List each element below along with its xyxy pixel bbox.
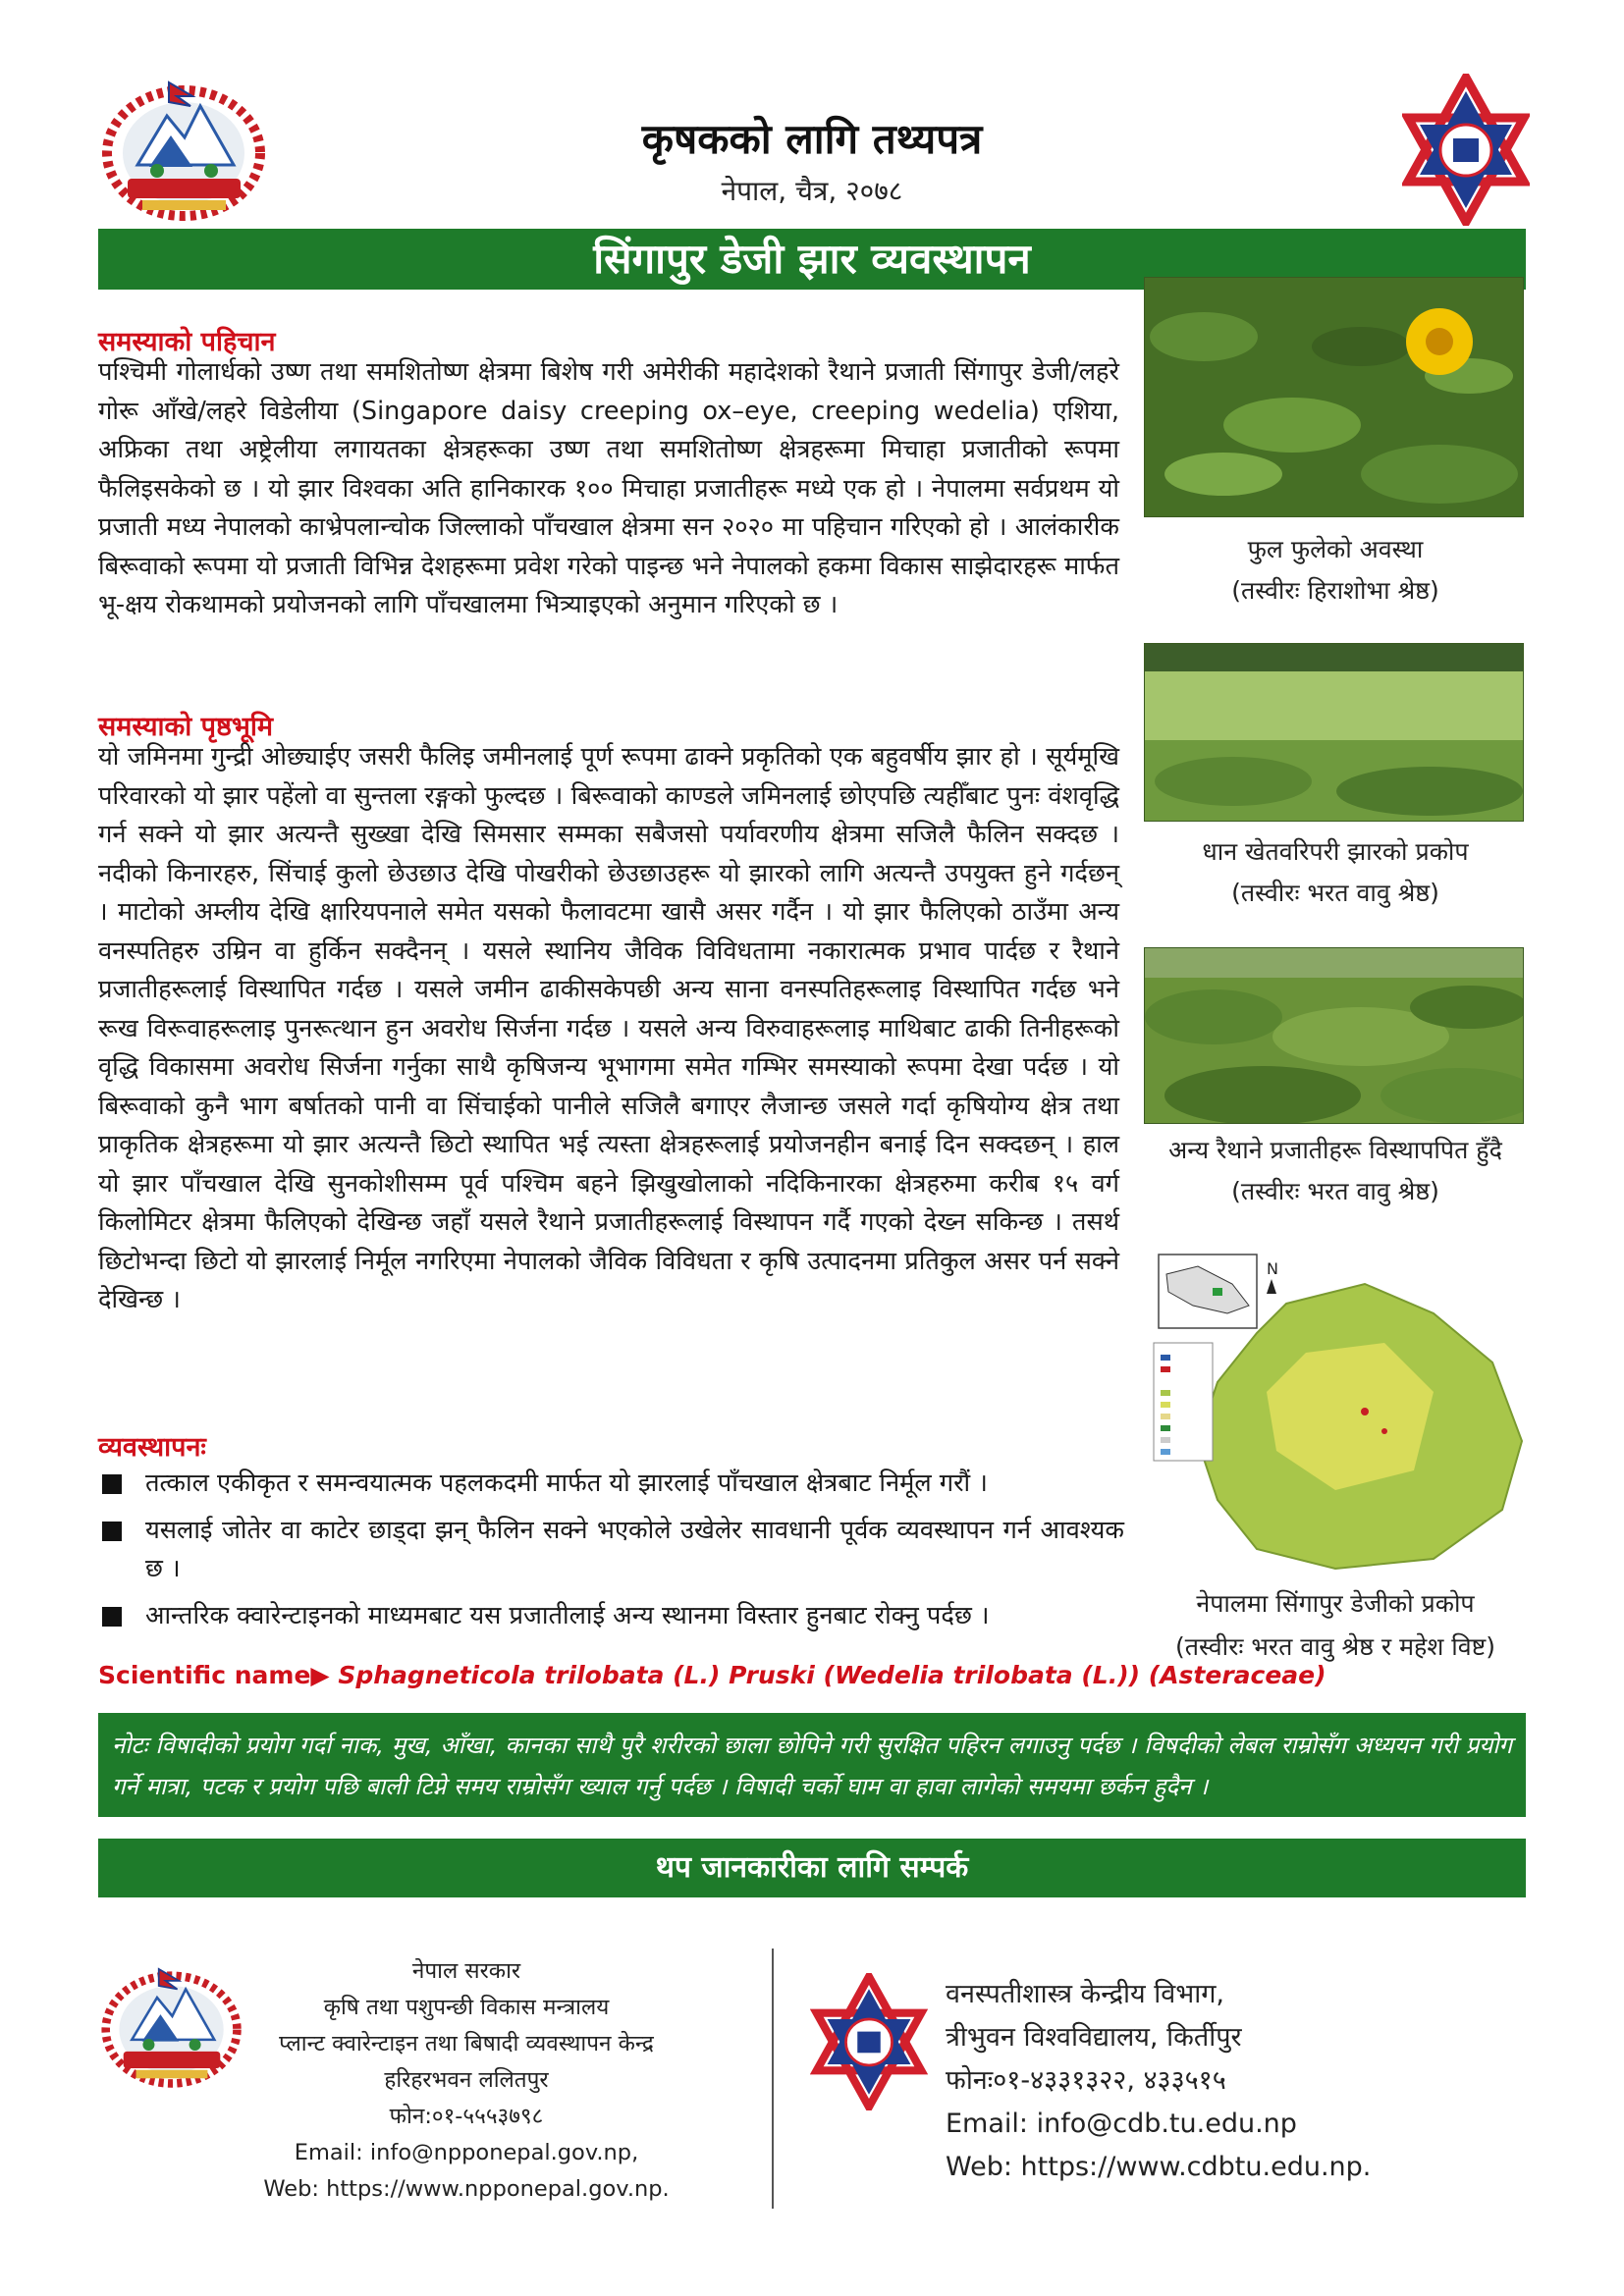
- contact-banner: थप जानकारीका लागि सम्पर्क: [98, 1839, 1526, 1897]
- svg-text:N: N: [1267, 1259, 1278, 1278]
- footer-divider: [772, 1949, 774, 2209]
- management-list: [98, 1465, 1124, 1643]
- problem-background-text: यो जमिनमा गुन्द्री ओछ्याईए जसरी फैलिइ जमीनलाई पूर्ण रूपमा ढाक्ने प्रकृतिको एक बहुवर्षीय झार हो । सूर्यमूखि परिवारको यो झार पहेंलो वा सुन्तला रङ्गको फुल्दछ । बिरूवाको काण्डले जमिनलाई छोएपछि त्यहीँबाट पुनः वंशवृद्धि गर्न सक्ने यो झार अत्यन्तै सुख्खा देखि सिमसार सम्मका सबैजसो पर्यावरणीय क्षेत्रमा सजिलै फैलिन सक्दछ । नदीको किनारहरु, सिंचाई कुलो छेउछाउ देखि पोखरीको छेउछाउहरू यो झारको लागि अत्यन्तै उपयुक्त हुने गर्दछन् । माटोको अम्लीय देखि क्षारियपनाले समेत यसको फैलावटमा खासै असर गर्दैन । यो झार फैलिएको ठाउँमा अन्य वनस्पतिहरु उम्रिन वा हुर्किन सक्दैनन् । यसले स्थानिय जैविक विविधतामा नकारात्मक प्रभाव पार्दछ र रैथाने प्रजातीहरूलाई विस्थापित गर्दछ । यसले जमीन ढाकीसकेपछी अन्य साना वनस्पतिहरूलाइ विस्थापित गर्दछ भने रूख विरूवाहरूलाइ पुनरूत्थान हुन अवरोध सिर्जना गर्दछ । यसले अन्य विरुवाहरूलाइ माथिबाट ढाकी तिनीहरूको वृद्धि विकासमा अवरोध सिर्जना गर्नुका साथै कृषिजन्य भूभागमा समेत गम्भिर समस्याको रूपमा देखा पर्दछ । यो बिरूवाको कुनै भाग बर्षातको पानी वा सिंचाईको पानीले सजिलै बगाएर लैजान्छ जसले गर्दा कृषियोग्य क्षेत्र तथा प्राकृतिक क्षेत्रहरूमा यो झार अत्यन्तै छिटो स्थापित भई त्यस्ता क्षेत्रहरूलाई प्रयोजनहीन बनाई दिन सक्दछन् । हाल यो झार पाँचखाल देखि सुनकोशीसम्म पूर्व पश्चिम बहने झिखुखोलाको नदिकिनारका क्षेत्रहरुमा करीब १५ वर्ग किलोमिटर क्षेत्रमा फैलिएको देखिन्छ जहाँ यसले रैथाने प्रजातीहरूलाई विस्थापन गर्दै गएको देख्न सकिन्छ । तसर्थ छिटोभन्दा छिटो यो झारलाई निर्मूल नगरिएमा नेपालको जैविक विविधता र कृषि उत्पादनमा प्रतिकुल असर पर्न सक्ने देखिन्छ ।: [98, 742, 1120, 1314]
- scientific-name-label: Scientific name: [98, 1661, 311, 1689]
- photo-native-species-displaced: [1144, 947, 1524, 1124]
- management-item: आन्तरिक क्वारेन्टाइनको माध्यमबाट यस प्रजातीलाई अन्य स्थानमा विस्तार हुनबाट रोक्नु पर्दछ ।: [98, 1597, 1124, 1636]
- management-item: यसलाई जोतेर वा काटेर छाड्दा झन् फैलिन सक्ने भएकोले उखेलेर सावधानी पूर्वक व्यवस्थापन गर्न आवश्यक छ ।: [98, 1512, 1124, 1589]
- distribution-map: [1139, 1245, 1532, 1574]
- footer-left-line: प्लान्ट क्वारेन्टाइन तथा बिषादी व्यवस्थापन केन्द्र: [279, 2031, 654, 2056]
- title-banner: सिंगापुर डेजी झार व्यवस्थापन: [98, 229, 1526, 290]
- photo-caption: नेपालमा सिंगापुर डेजीको प्रकोप: [1196, 1589, 1475, 1618]
- photo-caption: फुल फुलेको अवस्था: [1247, 535, 1424, 563]
- photo-caption: अन्य रैथाने प्रजातीहरू विस्थापपित हुँदै: [1168, 1136, 1502, 1164]
- management-heading: व्यवस्थापनः: [98, 1432, 206, 1463]
- photo-credit: (तस्वीरः हिराशोभा श्रेष्ठ): [1231, 576, 1439, 605]
- photo-credit: (तस्वीरः भरत वावु श्रेष्ठ): [1231, 879, 1439, 907]
- document-date: नेपाल, चैत्र, २०७८: [721, 175, 903, 207]
- management-item: तत्काल एकीकृत र समन्वयात्मक पहलकदमी मार्फत यो झारलाई पाँचखाल क्षेत्रबाट निर्मूल गरौं ।: [98, 1465, 1124, 1504]
- square-bullet-icon: [102, 1474, 122, 1494]
- footer-web-link[interactable]: Web: https://www.cdbtu.edu.np.: [946, 2152, 1372, 2182]
- footer-right-line: फोनः०१-४३३१३२२, ४३३५१५: [946, 2065, 1226, 2096]
- problem-background-heading: समस्याको पृष्ठभूमि: [98, 712, 274, 742]
- problem-identification-heading: समस्याको पहिचान: [98, 327, 276, 357]
- footer-email-link[interactable]: Email: info@npponepal.gov.np,: [294, 2140, 639, 2165]
- footer-left-line: नेपाल सरकार: [411, 1958, 521, 1984]
- square-bullet-icon: [102, 1607, 122, 1627]
- photo-credit: (तस्वीरः भरत वावु श्रेष्ठ): [1231, 1177, 1439, 1205]
- footer-left-line: कृषि तथा पशुपन्छी विकास मन्त्रालय: [323, 1995, 610, 2020]
- photo-credit: (तस्वीरः भरत वावु श्रेष्ठ र महेश विष्ट): [1175, 1632, 1495, 1661]
- photo-paddy-field: [1144, 643, 1524, 822]
- tribhuvan-university-logo-icon: [1402, 74, 1530, 226]
- document-title: कृषकको लागि तथ्यपत्र: [641, 115, 983, 163]
- tribhuvan-university-logo-icon: [810, 1973, 928, 2110]
- photo-flowering: [1144, 277, 1524, 517]
- problem-identification-text: पश्चिमी गोलार्धको उष्ण तथा समशितोष्ण क्षेत्रमा बिशेष गरी अमेरीकी महादेशको रैथाने प्रजाती सिंगापुर डेजी/लहरे गोरू आँखे/लहरे विडेलीया (Singapore daisy creeping ox–eye, creeping wedelia) एशिया, अफ्रिका तथा अष्ट्रेलीया लगायतका क्षेत्रहरूका उष्ण तथा समशितोष्ण क्षेत्रहरूमा मिचाहा प्रजातीको रूपमा फैलिइसकेको छ । यो झार विश्वका अति हानिकारक १०० मिचाहा प्रजातीहरू मध्ये एक हो । नेपालमा सर्वप्रथम यो प्रजाती मध्य नेपालको काभ्रेपलान्चोक जिल्लाको पाँचखाल क्षेत्रमा सन २०२० मा पहिचान गरिएको हो । आलंकारीक बिरूवाको रूपमा यो प्रजाती विभिन्न देशहरूमा प्रवेश गरेको पाइन्छ भने नेपालको हकमा विकास साझेदारहरू मार्फत भू-क्षय रोकथामको प्रयोजनको लागि पाँचखालमा भित्र्याइएको अनुमान गरिएको छ ।: [98, 357, 1119, 619]
- footer-web-link[interactable]: Web: https://www.npponepal.gov.np.: [263, 2176, 670, 2202]
- footer-left-line: फोन:०१-५५५३७९८: [389, 2104, 544, 2129]
- photo-caption: धान खेतवरिपरी झारको प्रकोप: [1202, 837, 1469, 866]
- footer-left-line: हरिहरभवन ललितपुर: [384, 2067, 549, 2093]
- safety-note: नोटः विषादीको प्रयोग गर्दा नाक, मुख, आँखा, कानका साथै पुरै शरीरको छाला छोपिने गरी सुरक्षित पहिरन लगाउनु पर्दछ । विषदीको लेबल राम्रोसँग अध्ययन गरी प्रयोग गर्ने मात्रा, पटक र प्रयोग पछि बाली टिप्ने समय राम्रोसँग ख्याल गर्नु पर्दछ । विषादी चर्को घाम वा हावा लागेको समयमा छर्कन हुदैन ।: [98, 1713, 1526, 1817]
- triangle-right-icon: ▶: [310, 1661, 330, 1689]
- scientific-name-value: Sphagneticola trilobata (L.) Pruski (Wedelia trilobata (L.)) (Asteraceae): [338, 1661, 1326, 1689]
- square-bullet-icon: [102, 1522, 122, 1541]
- footer-email-link[interactable]: Email: info@cdb.tu.edu.np: [946, 2109, 1297, 2139]
- footer-right-line: वनस्पतीशास्त्र केन्द्रीय विभाग,: [946, 1979, 1224, 2009]
- footer-right-line: त्रीभुवन विश्वविद्यालय, किर्तीपुर: [946, 2022, 1242, 2053]
